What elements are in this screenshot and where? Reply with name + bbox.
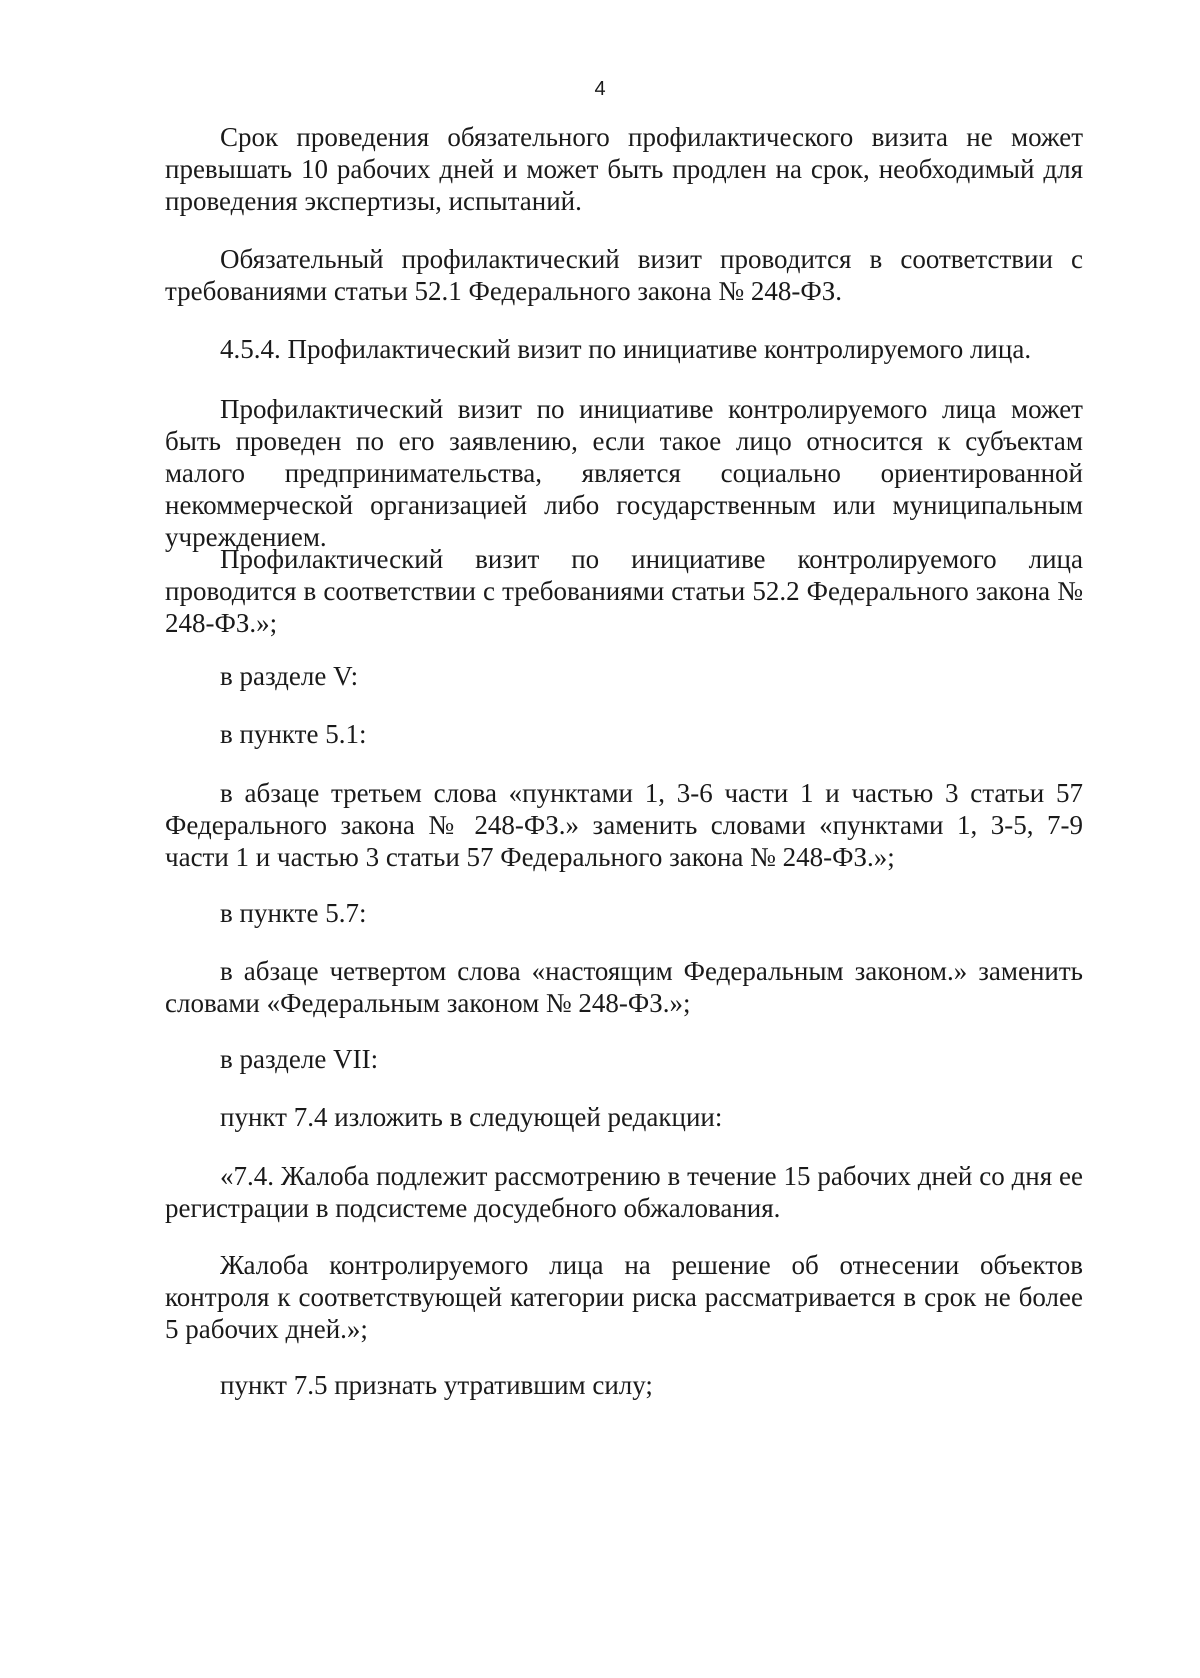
paragraph-item-5-7: в пункте 5.7: xyxy=(220,898,367,928)
paragraph-initiative-requirements: Профилактический визит по инициативе контролируемого лица проводится в соответствии с требованиями статьи 52.2 Федерального закона № 248-ФЗ.»; xyxy=(165,544,1083,638)
page-number: 4 xyxy=(594,78,606,100)
paragraph-item-7-5: пункт 7.5 признать утратившим силу; xyxy=(220,1370,653,1400)
paragraph-visit-duration: Срок проведения обязательного профилактического визита не может превышать 10 рабочих дней и может быть продлен на срок, необходимый для проведения экспертизы, испытаний. xyxy=(165,122,1083,216)
paragraph-item-7-4: пункт 7.4 изложить в следующей редакции: xyxy=(220,1102,723,1132)
paragraph-item-5-1: в пункте 5.1: xyxy=(220,719,367,749)
paragraph-section-vii: в разделе VII: xyxy=(220,1044,379,1074)
paragraph-item-5-7-amendment: в абзаце четвертом слова «настоящим Федеральным законом.» заменить словами «Федеральным законом № 248-ФЗ.»; xyxy=(165,956,1083,1018)
paragraph-initiative-visit: Профилактический визит по инициативе контролируемого лица может быть проведен по его заявлению, если такое лицо относится к субъектам малого предпринимательства, является социально ориентированной некоммерческой организацией либо государственным или муниципальным учреждением. xyxy=(165,394,1083,552)
section-heading-4-5-4: 4.5.4. Профилактический визит по инициативе контролируемого лица. xyxy=(220,334,1032,364)
paragraph-item-5-1-amendment: в абзаце третьем слова «пунктами 1, 3-6 части 1 и частью 3 статьи 57 Федерального закона № 248-ФЗ.» заменить словами «пунктами 1, 3-5, 7-9 части 1 и частью 3 статьи 57 Федерального закона № 248-ФЗ.»; xyxy=(165,778,1083,872)
paragraph-complaint-risk: Жалоба контролируемого лица на решение об отнесении объектов контроля к соответствующей категории риска рассматривается в срок не более 5 рабочих дней.»; xyxy=(165,1250,1083,1344)
paragraph-section-v: в разделе V: xyxy=(220,661,359,691)
paragraph-item-7-4-text: «7.4. Жалоба подлежит рассмотрению в течение 15 рабочих дней со дня ее регистрации в подсистеме досудебного обжалования. xyxy=(165,1161,1083,1223)
paragraph-mandatory-visit: Обязательный профилактический визит проводится в соответствии с требованиями статьи 52.1 Федерального закона № 248-ФЗ. xyxy=(165,244,1083,306)
